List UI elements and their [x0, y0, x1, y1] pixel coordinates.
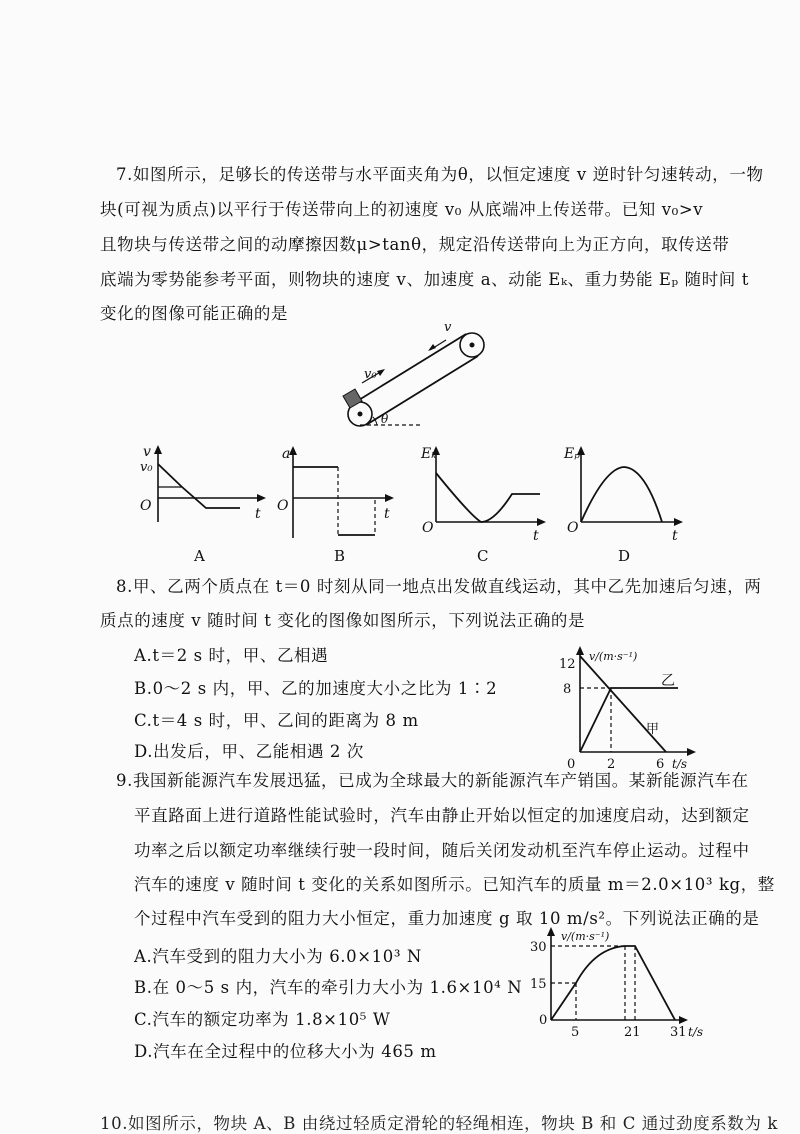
graph-a-xlabel: t — [255, 506, 261, 522]
q8-option-a: A.t＝2 s 时，甲、乙相遇 — [134, 646, 329, 665]
graph-d-xlabel: t — [672, 528, 678, 544]
q8-option-b: B.0～2 s 内，甲、乙的加速度大小之比为 1∶2 — [134, 679, 498, 698]
q8-chart-ylabel: v/(m·s⁻¹) — [589, 650, 638, 663]
graph-a-option: A — [194, 547, 205, 565]
q9-ytick-30: 30 — [530, 940, 547, 955]
bottom-pulley-axle — [358, 412, 363, 417]
graph-b-origin: O — [277, 498, 289, 514]
q8-line-2: 质点的速度 v 随时间 t 变化的图像如图所示，下列说法正确的是 — [100, 611, 586, 630]
q9-xtick-5: 5 — [571, 1025, 580, 1040]
graph-b — [277, 446, 394, 565]
q7-line-4: 底端为零势能参考平面，则物块的速度 v、加速度 a、动能 Eₖ、重力势能 Eₚ 随时间 t — [100, 270, 749, 289]
top-pulley-axle — [470, 343, 475, 348]
graph-a-v0: v₀ — [140, 460, 153, 475]
q8-series-yi — [580, 688, 678, 752]
graph-d-origin: O — [567, 520, 579, 536]
q7-line-1: 7.如图所示，足够长的传送带与水平面夹角为θ，以恒定速度 v 逆时针匀速转动，一物 — [116, 165, 764, 184]
graph-a — [140, 444, 266, 565]
graph-c-ylabel: Eₖ — [421, 446, 437, 462]
q8-xtick-6: 6 — [656, 757, 665, 772]
q9-option-d: D.汽车在全过程中的位移大小为 465 m — [134, 1042, 437, 1061]
q9-chart — [530, 927, 703, 1040]
graph-c-option: C — [477, 547, 489, 565]
q9-chart-xlabel: t/s — [688, 1025, 704, 1039]
q8-label-jia: 甲 — [646, 722, 660, 737]
graph-b-xlabel: t — [384, 506, 390, 522]
graph-b-ylabel: a — [282, 446, 291, 462]
q9-curve — [551, 946, 675, 1020]
q10-partial-line: 10.如图所示，物块 A、B 由绕过轻质定滑轮的轻绳相连，物块 B 和 C 通过劲度系数为 k — [100, 1114, 778, 1133]
q9-option-b: B.在 0～5 s 内，汽车的牵引力大小为 1.6×10⁴ N — [134, 978, 523, 997]
q8-xtick-2: 2 — [607, 757, 616, 772]
q9-option-a: A.汽车受到的阻力大小为 6.0×10³ N — [134, 947, 422, 966]
graph-c-origin: O — [422, 520, 434, 536]
q9-line-1: 9.我国新能源汽车发展迅猛，已成为全球最大的新能源汽车产销国。某新能源汽车在 — [116, 771, 749, 790]
v-arrowhead — [428, 344, 436, 351]
q9-xtick-31: 31 — [670, 1025, 687, 1040]
q9-option-c: C.汽车的额定功率为 1.8×10⁵ W — [134, 1010, 391, 1029]
v-label: v — [444, 320, 452, 335]
graph-d-ylabel: Eₚ — [564, 446, 580, 462]
graph-b-option: B — [334, 547, 346, 565]
graph-c-curve — [436, 473, 540, 522]
q8-label-yi: 乙 — [661, 673, 675, 689]
q8-line-1: 8.甲、乙两个质点在 t＝0 时刻从同一地点出发做直线运动，其中乙先加速后匀速，两 — [116, 577, 762, 596]
graph-a-curve — [158, 464, 240, 508]
graph-c-xlabel: t — [533, 528, 539, 544]
theta-label: θ — [381, 412, 389, 426]
q9-line-5: 个过程中汽车受到的阻力大小恒定，重力加速度 g 取 10 m/s²。下列说法正确的是 — [134, 909, 760, 928]
q9-line-4: 汽车的速度 v 随时间 t 变化的关系如图所示。已知汽车的质量 m＝2.0×10³ kg，整 — [134, 875, 775, 894]
graph-d-curve — [581, 467, 662, 522]
q8-ytick-8: 8 — [563, 682, 572, 697]
graph-a-ylabel: v — [143, 444, 151, 460]
v0-label: v₀ — [364, 367, 377, 382]
q8-series-jia — [580, 656, 666, 752]
v0-arrowhead — [377, 369, 385, 376]
q9-line-2: 平直路面上进行道路性能试验时，汽车由静止开始以恒定的加速度启动，达到额定 — [134, 806, 750, 825]
q8-option-d: D.出发后，甲、乙能相遇 2 次 — [134, 742, 364, 761]
question-10-partial — [100, 1114, 778, 1133]
q8-origin: 0 — [567, 757, 576, 772]
q9-origin: 0 — [539, 1013, 548, 1028]
q7-line-2: 块(可视为质点)以平行于传送带向上的初速度 v₀ 从底端冲上传送带。已知 v₀>v — [100, 200, 704, 219]
q9-xtick-21: 21 — [624, 1025, 641, 1040]
block — [343, 389, 362, 408]
q8-chart — [559, 646, 696, 772]
conveyor-figure — [343, 320, 484, 426]
q9-chart-ylabel: v/(m·s⁻¹) — [561, 930, 610, 943]
q7-line-5: 变化的图像可能正确的是 — [100, 304, 289, 323]
q9-line-3: 功率之后以额定功率继续行驶一段时间，随后关闭发动机至汽车停止运动。过程中 — [134, 841, 750, 860]
q7-line-3: 且物块与传送带之间的动摩擦因数μ>tanθ，规定沿传送带向上为正方向，取传送带 — [100, 235, 730, 254]
q8-chart-xlabel: t/s — [672, 757, 688, 771]
q8-ytick-12: 12 — [559, 657, 576, 672]
graph-d — [563, 446, 683, 565]
q8-option-c: C.t＝4 s 时，甲、乙间的距离为 8 m — [134, 711, 419, 730]
graph-d-option: D — [618, 547, 631, 565]
graph-c — [420, 446, 546, 565]
graph-a-origin: O — [140, 498, 152, 514]
q9-ytick-15: 15 — [530, 977, 547, 992]
